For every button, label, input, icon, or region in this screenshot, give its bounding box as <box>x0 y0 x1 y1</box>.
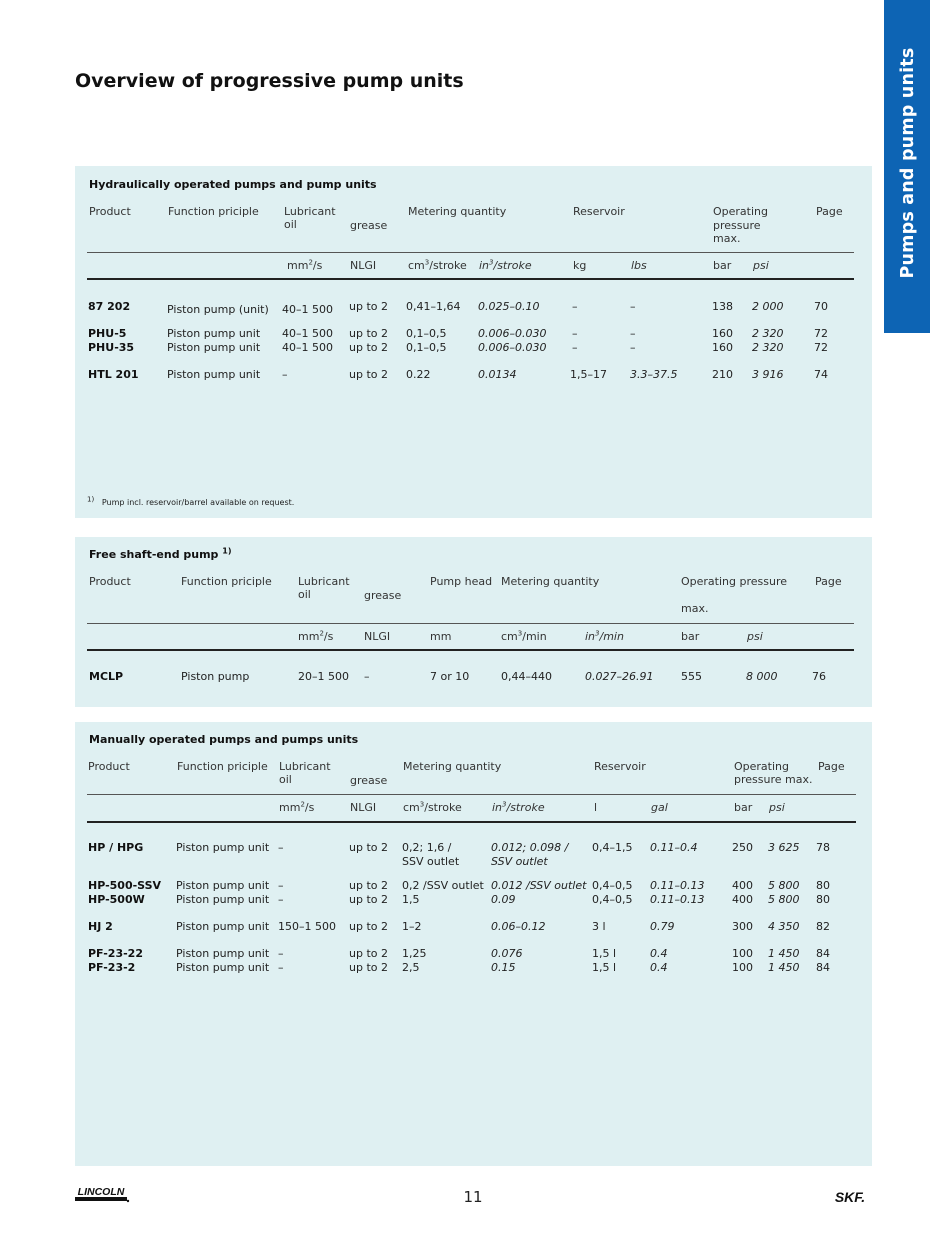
cell-in3: 0.006–0.030 <box>478 327 547 340</box>
cell-cm3: 1,5 <box>402 893 420 906</box>
col-header-lubricant: Lubricant <box>279 760 331 773</box>
unit-gal: gal <box>651 801 668 814</box>
col-header-lubricant: Lubricant <box>284 205 336 218</box>
col-header-pressure: pressure <box>713 219 761 232</box>
cell-function: Piston pump unit <box>176 879 270 892</box>
cell-cm3: 0,44–440 <box>501 670 552 683</box>
cell-function: Piston pump unit <box>167 341 261 354</box>
cell-oil: – <box>278 841 284 854</box>
cell-grease: up to 2 <box>349 841 388 854</box>
col-header-page: Page <box>818 760 845 773</box>
side-tab-label: Pumps and pump units <box>898 47 918 279</box>
cell-cm3: 1–2 <box>402 920 422 933</box>
cell-psi: 2 320 <box>752 327 784 340</box>
manual-panel-title: Manually operated pumps and pumps units <box>89 733 359 746</box>
cell-product: HP-500-SSV <box>88 879 162 892</box>
cell-page: 70 <box>814 300 828 313</box>
cell-psi: 2 320 <box>752 341 784 354</box>
cell-bar: 100 <box>732 961 753 974</box>
col-header-pressure: max. <box>713 232 741 245</box>
col-header-grease: grease <box>350 219 388 232</box>
unit-in3: $in^3$/stroke <box>492 800 545 814</box>
cell-psi: 3 625 <box>768 841 800 854</box>
cell-function: Piston pump unit <box>167 368 261 381</box>
page-number: 11 <box>463 1188 483 1206</box>
cell-lbs: 3.3–37.5 <box>630 368 678 381</box>
cell-bar: 160 <box>712 341 733 354</box>
cell-oil: 40–1 500 <box>282 303 333 316</box>
unit-mm: mm <box>430 630 452 643</box>
col-header-reservoir: Reservoir <box>573 205 625 218</box>
col-header-reservoir: Reservoir <box>594 760 646 773</box>
cell-kg: – <box>572 341 578 354</box>
cell-in3: 0.027–26.91 <box>585 670 654 683</box>
cell-function: Piston pump unit <box>167 327 261 340</box>
cell-bar: 300 <box>732 920 753 933</box>
cell-oil: – <box>278 961 284 974</box>
col-header-product: Product <box>88 760 130 773</box>
cell-cm3: 0.22 <box>406 368 431 381</box>
col-header-function: Function priciple <box>181 575 272 588</box>
cell-in3: 0.076 <box>491 947 523 960</box>
cell-function: Piston pump (unit) <box>167 303 269 316</box>
cell-l: 3 l <box>592 920 606 933</box>
unit-cm3: $cm^3/\min$ <box>501 629 547 643</box>
unit-kg: kg <box>573 259 587 272</box>
cell-psi: 8 000 <box>746 670 778 683</box>
unit-nlgi: NLGI <box>364 630 391 643</box>
shaft-panel-title: Free shaft-end pump $^{1)}$ <box>89 546 232 561</box>
cell-product: 87 202 <box>88 300 131 313</box>
shaft-end-pump-panel <box>75 537 872 707</box>
col-header-page: Page <box>816 205 843 218</box>
unit-mm2s: $mm^2/s$ <box>279 800 315 814</box>
cell-pump-head: 7 or 10 <box>430 670 470 683</box>
cell-psi: 1 450 <box>768 947 800 960</box>
hydraulic-panel-title: Hydraulically operated pumps and pump units <box>89 178 377 191</box>
col-header-pump-head: Pump head <box>430 575 493 588</box>
cell-product: PF-23-2 <box>88 961 136 974</box>
footnote-mark: 1) <box>87 495 95 504</box>
cell-psi: 4 350 <box>768 920 800 933</box>
cell-product: MCLP <box>89 670 124 683</box>
col-header-grease: grease <box>350 774 388 787</box>
cell-lbs: – <box>630 327 636 340</box>
unit-mm2s: $mm^2/s$ <box>298 629 334 643</box>
units-divider <box>87 821 856 823</box>
cell-l: 1,5 l <box>592 961 617 974</box>
cell-bar: 400 <box>732 893 753 906</box>
cell-gal: 0.4 <box>650 947 668 960</box>
cell-grease: up to 2 <box>349 961 388 974</box>
unit-cm3: $cm^3$/stroke <box>408 258 467 272</box>
unit-nlgi: NLGI <box>350 259 377 272</box>
footnote-ref: 1) <box>222 546 232 556</box>
cell-product: HP / HPG <box>88 841 144 854</box>
col-header-pressure: Operating <box>734 760 789 773</box>
col-header-pressure: Operating pressure <box>681 575 788 588</box>
cell-grease: up to 2 <box>349 893 388 906</box>
cell-page: 78 <box>816 841 830 854</box>
cell-product: PF-23-22 <box>88 947 143 960</box>
cell-oil: 150–1 500 <box>278 920 336 933</box>
cell-product: PHU-5 <box>88 327 127 340</box>
skf-logo <box>826 1189 874 1205</box>
cell-bar: 100 <box>732 947 753 960</box>
unit-in3: $in^3/\min$ <box>585 629 624 643</box>
cell-product: HTL 201 <box>88 368 139 381</box>
cell-in3: 0.06–0.12 <box>491 920 546 933</box>
cell-l: 0,4–1,5 <box>592 841 633 854</box>
col-header-product: Product <box>89 205 131 218</box>
cell-page: 84 <box>816 961 830 974</box>
cell-kg: – <box>572 300 578 313</box>
cell-bar: 250 <box>732 841 753 854</box>
cell-psi: 2 000 <box>752 300 784 313</box>
col-header-function: Function priciple <box>168 205 259 218</box>
cell-cm3: 0,2 /SSV outlet <box>402 879 484 892</box>
cell-gal: 0.4 <box>650 961 668 974</box>
cell-l: 0,4–0,5 <box>592 879 633 892</box>
cell-function: Piston pump unit <box>176 841 270 854</box>
cell-in3: 0.025–0.10 <box>478 300 540 313</box>
cell-function: Piston pump unit <box>176 961 270 974</box>
unit-cm3: $cm^3$/stroke <box>403 800 462 814</box>
header-divider <box>87 623 854 624</box>
cell-page: 80 <box>816 879 830 892</box>
cell-page: 76 <box>812 670 826 683</box>
cell-lbs: – <box>630 300 636 313</box>
manual-pumps-panel <box>75 722 872 1166</box>
page-title: Overview of progressive pump units <box>75 70 464 92</box>
cell-bar: 400 <box>732 879 753 892</box>
cell-function: Piston pump <box>181 670 250 683</box>
svg-text:SKF.: SKF. <box>834 1189 866 1205</box>
cell-product: HP-500W <box>88 893 145 906</box>
unit-nlgi: NLGI <box>350 801 377 814</box>
unit-mm2s: $mm^2/s$ <box>287 258 323 272</box>
cell-function: Piston pump unit <box>176 920 270 933</box>
cell-page: 74 <box>814 368 828 381</box>
cell-cm3: 0,41–1,64 <box>406 300 461 313</box>
cell-page: 72 <box>814 341 828 354</box>
col-header-lubricant: Lubricant <box>298 575 350 588</box>
col-header-oil: oil <box>298 588 311 601</box>
cell-function: Piston pump unit <box>176 947 270 960</box>
unit-bar: bar <box>681 630 700 643</box>
col-header-grease: grease <box>364 589 402 602</box>
unit-bar: bar <box>713 259 732 272</box>
cell-oil: 40–1 500 <box>282 327 333 340</box>
cell-oil: 40–1 500 <box>282 341 333 354</box>
unit-l: l <box>594 801 598 814</box>
cell-gal: 0.11–0.13 <box>650 893 705 906</box>
cell-bar: 555 <box>681 670 702 683</box>
units-divider <box>87 649 854 651</box>
cell-oil: – <box>278 893 284 906</box>
cell-grease: up to 2 <box>349 368 388 381</box>
cell-product: PHU-35 <box>88 341 135 354</box>
cell-page: 82 <box>816 920 830 933</box>
cell-in3: 0.006–0.030 <box>478 341 547 354</box>
cell-cm3: 2,5 <box>402 961 420 974</box>
hydraulic-pumps-panel <box>75 166 872 518</box>
cell-psi: 5 800 <box>768 879 800 892</box>
cell-function: Piston pump unit <box>176 893 270 906</box>
cell-gal: 0.79 <box>650 920 675 933</box>
unit-in3: $in^3$/stroke <box>479 258 532 272</box>
footnote-text: Pump incl. reservoir/barrel available on request. <box>101 498 295 507</box>
cell-bar: 210 <box>712 368 733 381</box>
unit-psi: psi <box>747 630 763 643</box>
cell-gal: 0.11–0.4 <box>650 841 698 854</box>
cell-cm3: 0,2; 1,6 / <box>402 841 452 854</box>
col-header-pressure: pressure max. <box>734 773 813 786</box>
cell-grease: up to 2 <box>349 879 388 892</box>
cell-grease: – <box>364 670 370 683</box>
cell-kg: 1,5–17 <box>570 368 607 381</box>
cell-cm3-line2: SSV outlet <box>402 855 460 868</box>
units-divider <box>87 278 854 280</box>
unit-bar: bar <box>734 801 753 814</box>
col-header-oil: oil <box>279 773 292 786</box>
cell-oil: – <box>278 879 284 892</box>
col-header-pressure-max: max. <box>681 602 709 615</box>
lincoln-logo <box>74 1184 130 1204</box>
cell-bar: 138 <box>712 300 733 313</box>
cell-gal: 0.11–0.13 <box>650 879 705 892</box>
svg-text:LINCOLN: LINCOLN <box>77 1186 125 1198</box>
cell-in3: 0.012 /SSV outlet <box>491 879 587 892</box>
col-header-metering: Metering quantity <box>403 760 502 773</box>
cell-l: 1,5 l <box>592 947 617 960</box>
col-header-function: Function priciple <box>177 760 268 773</box>
cell-in3: 0.15 <box>491 961 516 974</box>
cell-grease: up to 2 <box>349 327 388 340</box>
cell-kg: – <box>572 327 578 340</box>
cell-in3: 0.0134 <box>478 368 517 381</box>
cell-in3-line2: SSV outlet <box>491 855 548 868</box>
col-header-oil: oil <box>284 218 297 231</box>
cell-lbs: – <box>630 341 636 354</box>
unit-psi: psi <box>769 801 785 814</box>
section-side-tab[interactable] <box>884 0 930 333</box>
cell-cm3: 1,25 <box>402 947 427 960</box>
cell-oil: – <box>282 368 288 381</box>
cell-page: 84 <box>816 947 830 960</box>
cell-bar: 160 <box>712 327 733 340</box>
cell-in3: 0.012; 0.098 / <box>491 841 569 854</box>
cell-page: 72 <box>814 327 828 340</box>
cell-psi: 3 916 <box>752 368 784 381</box>
header-divider <box>87 794 856 795</box>
cell-cm3: 0,1–0,5 <box>406 327 447 340</box>
header-divider <box>87 252 854 253</box>
col-header-page: Page <box>815 575 842 588</box>
cell-in3: 0.09 <box>491 893 516 906</box>
unit-lbs: lbs <box>631 259 647 272</box>
cell-grease: up to 2 <box>349 300 388 313</box>
cell-oil: 20–1 500 <box>298 670 349 683</box>
cell-cm3: 0,1–0,5 <box>406 341 447 354</box>
footnote <box>87 496 294 510</box>
col-header-metering: Metering quantity <box>501 575 600 588</box>
cell-l: 0,4–0,5 <box>592 893 633 906</box>
col-header-metering: Metering quantity <box>408 205 507 218</box>
cell-grease: up to 2 <box>349 920 388 933</box>
cell-grease: up to 2 <box>349 341 388 354</box>
unit-psi: psi <box>753 259 769 272</box>
cell-psi: 5 800 <box>768 893 800 906</box>
cell-oil: – <box>278 947 284 960</box>
cell-psi: 1 450 <box>768 961 800 974</box>
cell-product: HJ 2 <box>88 920 113 933</box>
cell-page: 80 <box>816 893 830 906</box>
col-header-product: Product <box>89 575 131 588</box>
cell-grease: up to 2 <box>349 947 388 960</box>
col-header-pressure: Operating <box>713 205 768 218</box>
